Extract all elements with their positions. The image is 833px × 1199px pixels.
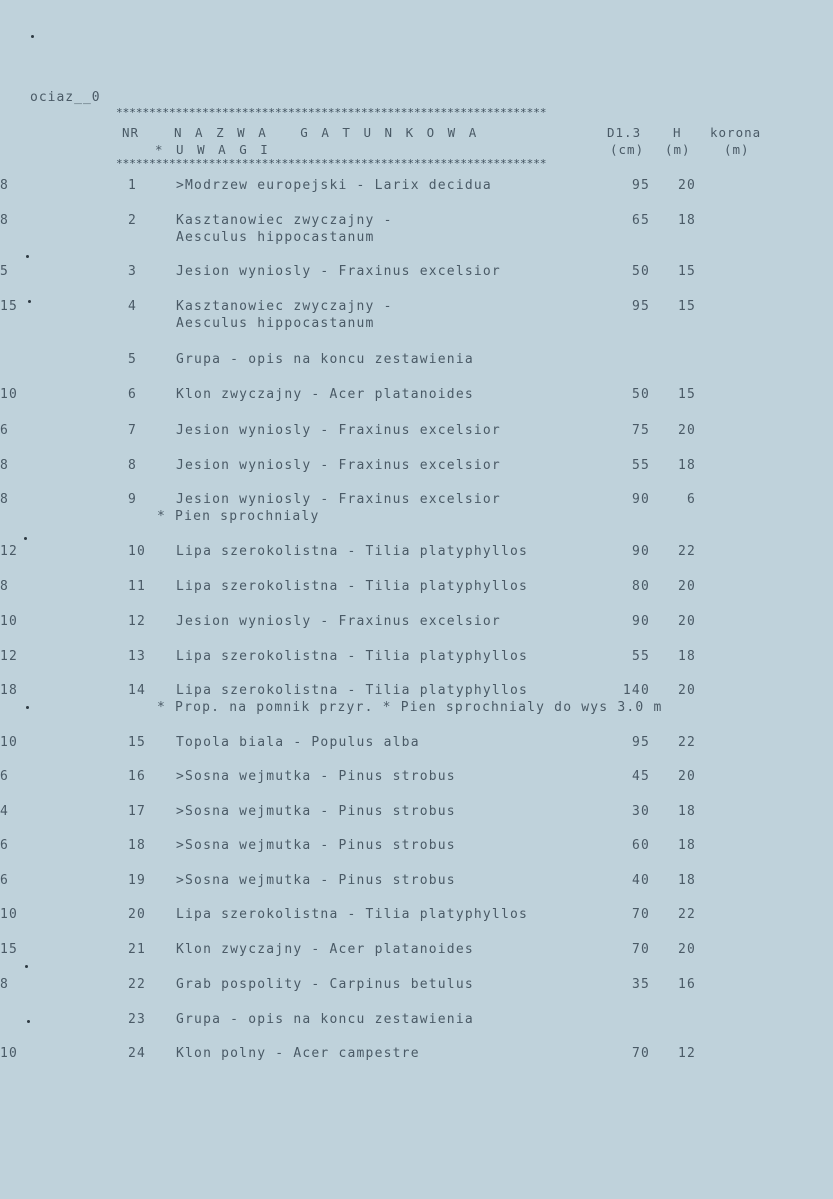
height-value: 15 [677, 264, 696, 279]
row-note: * Pien sprochnialy [157, 509, 320, 524]
height-value: 18 [677, 458, 696, 473]
crown-value: 8 [0, 977, 10, 992]
col-name-header: N A Z W A G A T U N K O W A [174, 125, 480, 140]
dbh-value: 80 [631, 579, 650, 594]
row-number: 9 [128, 492, 138, 507]
crown-value: 6 [0, 769, 10, 784]
crown-value: 12 [0, 544, 19, 559]
dbh-value: 45 [631, 769, 650, 784]
scan-speck [27, 1020, 30, 1023]
separator-top: ***************************************************************** [116, 106, 547, 119]
species-name: Lipa szerokolistna - Tilia platyphyllos [176, 907, 529, 922]
dbh-value: 90 [631, 614, 650, 629]
row-number: 16 [128, 769, 147, 784]
row-number: 20 [128, 907, 147, 922]
crown-value: 10 [0, 1046, 19, 1061]
crown-value: 5 [0, 264, 10, 279]
species-name: Jesion wyniosly - Fraxinus excelsior [176, 264, 501, 279]
species-name: Lipa szerokolistna - Tilia platyphyllos [176, 649, 529, 664]
height-value: 20 [677, 769, 696, 784]
species-name: >Sosna wejmutka - Pinus strobus [176, 838, 456, 853]
scan-speck [28, 300, 31, 303]
crown-value: 10 [0, 387, 19, 402]
row-number: 18 [128, 838, 147, 853]
species-name: Kasztanowiec zwyczajny - [176, 299, 393, 314]
scan-speck [26, 255, 29, 258]
species-name: Lipa szerokolistna - Tilia platyphyllos [176, 683, 529, 698]
row-number: 10 [128, 544, 147, 559]
crown-value: 8 [0, 579, 10, 594]
col-h-header: H [673, 125, 682, 140]
crown-value: 4 [0, 804, 10, 819]
row-number: 1 [128, 178, 138, 193]
crown-value: 6 [0, 838, 10, 853]
species-name: Jesion wyniosly - Fraxinus excelsior [176, 614, 501, 629]
species-name: >Sosna wejmutka - Pinus strobus [176, 804, 456, 819]
col-dbh-unit: (cm) [610, 142, 645, 157]
height-value: 16 [677, 977, 696, 992]
dbh-value: 95 [631, 735, 650, 750]
height-value: 15 [677, 387, 696, 402]
species-name: Grupa - opis na koncu zestawienia [176, 352, 474, 367]
height-value: 18 [677, 838, 696, 853]
dbh-value: 95 [631, 178, 650, 193]
species-name: Kasztanowiec zwyczajny - [176, 213, 393, 228]
species-name-cont: Aesculus hippocastanum [176, 230, 375, 245]
dbh-value: 65 [631, 213, 650, 228]
dbh-value: 70 [631, 1046, 650, 1061]
crown-value: 8 [0, 213, 10, 228]
row-number: 11 [128, 579, 147, 594]
height-value: 20 [677, 614, 696, 629]
document-title: ociaz__0 [30, 90, 101, 105]
crown-value: 15 [0, 299, 19, 314]
row-number: 7 [128, 423, 138, 438]
species-name: Topola biala - Populus alba [176, 735, 420, 750]
dbh-value: 90 [631, 544, 650, 559]
crown-value: 8 [0, 458, 10, 473]
crown-value: 10 [0, 614, 19, 629]
dbh-value: 70 [631, 907, 650, 922]
row-number: 3 [128, 264, 138, 279]
row-number: 17 [128, 804, 147, 819]
row-number: 8 [128, 458, 138, 473]
row-number: 13 [128, 649, 147, 664]
dbh-value: 50 [631, 387, 650, 402]
dbh-value: 60 [631, 838, 650, 853]
species-name-cont: Aesculus hippocastanum [176, 316, 375, 331]
dbh-value: 40 [631, 873, 650, 888]
height-value: 20 [677, 579, 696, 594]
row-number: 12 [128, 614, 147, 629]
row-number: 19 [128, 873, 147, 888]
height-value: 22 [677, 735, 696, 750]
height-value: 22 [677, 907, 696, 922]
dbh-value: 55 [631, 649, 650, 664]
species-name: Klon polny - Acer campestre [176, 1046, 420, 1061]
species-name: >Sosna wejmutka - Pinus strobus [176, 769, 456, 784]
species-name: >Sosna wejmutka - Pinus strobus [176, 873, 456, 888]
species-name: >Modrzew europejski - Larix decidua [176, 178, 492, 193]
height-value: 18 [677, 804, 696, 819]
height-value: 18 [677, 873, 696, 888]
dbh-value: 75 [631, 423, 650, 438]
crown-value: 12 [0, 649, 19, 664]
species-name: Jesion wyniosly - Fraxinus excelsior [176, 458, 501, 473]
scan-speck [25, 965, 28, 968]
dbh-value: 55 [631, 458, 650, 473]
height-value: 22 [677, 544, 696, 559]
height-value: 15 [677, 299, 696, 314]
height-value: 18 [677, 649, 696, 664]
crown-value: 10 [0, 735, 19, 750]
species-name: Grupa - opis na koncu zestawienia [176, 1012, 474, 1027]
row-number: 15 [128, 735, 147, 750]
col-dbh-header: D1.3 [607, 125, 642, 140]
crown-value: 8 [0, 178, 10, 193]
row-note: * Prop. na pomnik przyr. * Pien sprochnialy do wys 3.0 m [157, 700, 663, 715]
crown-value: 6 [0, 423, 10, 438]
height-value: 20 [677, 942, 696, 957]
dbh-value: 140 [622, 683, 650, 698]
row-number: 14 [128, 683, 147, 698]
scan-speck [26, 706, 29, 709]
separator-bottom: ***************************************************************** [116, 157, 547, 170]
dbh-value: 50 [631, 264, 650, 279]
species-name: Grab pospolity - Carpinus betulus [176, 977, 474, 992]
scan-speck [24, 537, 27, 540]
scan-speck [31, 35, 34, 38]
row-number: 2 [128, 213, 138, 228]
species-name: Klon zwyczajny - Acer platanoides [176, 942, 474, 957]
species-name: Klon zwyczajny - Acer platanoides [176, 387, 474, 402]
row-number: 23 [128, 1012, 147, 1027]
crown-value: 8 [0, 492, 10, 507]
height-value: 18 [677, 213, 696, 228]
species-name: Lipa szerokolistna - Tilia platyphyllos [176, 544, 529, 559]
species-name: Jesion wyniosly - Fraxinus excelsior [176, 492, 501, 507]
dbh-value: 90 [631, 492, 650, 507]
row-number: 24 [128, 1046, 147, 1061]
row-number: 5 [128, 352, 138, 367]
row-number: 6 [128, 387, 138, 402]
row-number: 22 [128, 977, 147, 992]
col-nr-header: NR [122, 125, 140, 140]
dbh-value: 95 [631, 299, 650, 314]
height-value: 20 [677, 683, 696, 698]
species-name: Jesion wyniosly - Fraxinus excelsior [176, 423, 501, 438]
row-number: 4 [128, 299, 138, 314]
dbh-value: 70 [631, 942, 650, 957]
dbh-value: 35 [631, 977, 650, 992]
crown-value: 18 [0, 683, 19, 698]
height-value: 20 [677, 423, 696, 438]
col-notes-header: * U W A G I [155, 142, 271, 157]
crown-value: 15 [0, 942, 19, 957]
col-h-unit: (m) [665, 142, 691, 157]
row-number: 21 [128, 942, 147, 957]
dbh-value: 30 [631, 804, 650, 819]
crown-value: 10 [0, 907, 19, 922]
species-name: Lipa szerokolistna - Tilia platyphyllos [176, 579, 529, 594]
height-value: 12 [677, 1046, 696, 1061]
height-value: 20 [677, 178, 696, 193]
crown-value: 6 [0, 873, 10, 888]
height-value: 6 [686, 492, 696, 507]
col-korona-header: korona [710, 125, 762, 140]
col-korona-unit: (m) [724, 142, 750, 157]
